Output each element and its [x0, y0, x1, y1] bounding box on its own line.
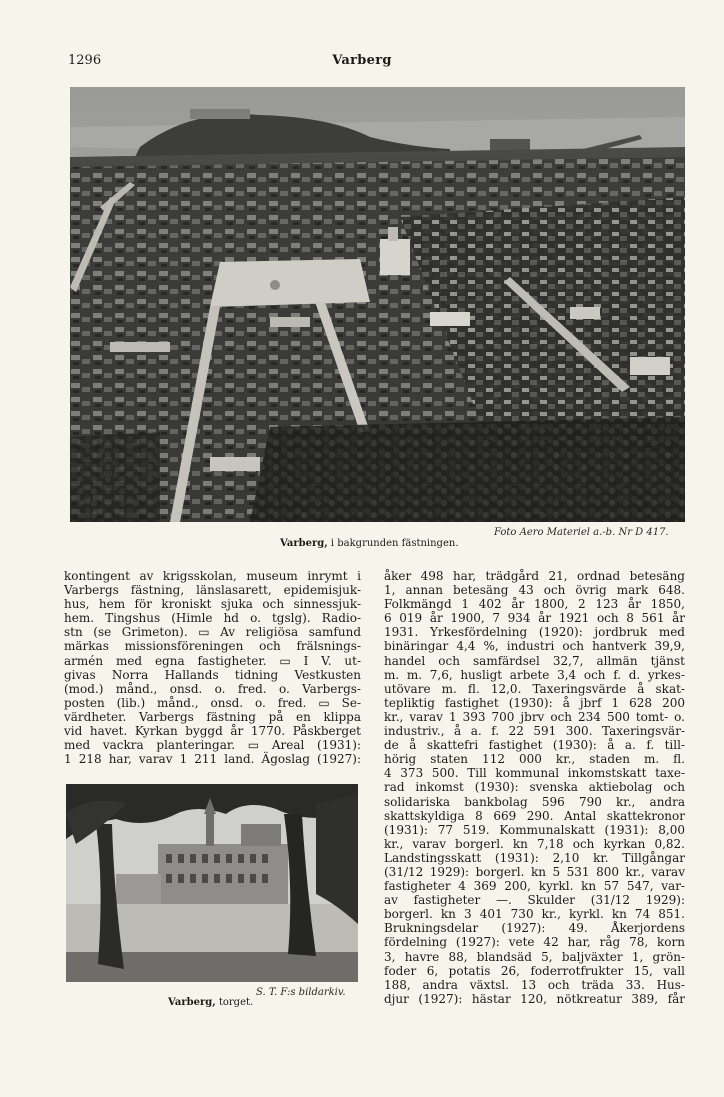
left-line: 1 218 har, varav 1 211 land. Ägoslag (1927):: [64, 752, 361, 767]
left-line: kontingent av krigsskolan, museum inrymt i: [64, 569, 361, 583]
left-line: (mod.) månd., onsd. o. fred. o. Varbergs-: [64, 681, 361, 696]
right-line: åker 498 har, trädgård 21, ordnad betesäng: [384, 569, 685, 583]
right-line: 4 373 500. Till kommunal inkomstskatt taxe-: [384, 766, 685, 781]
right-line: Landstingsskatt (1931): 2,10 kr. Tillgångar: [384, 850, 685, 865]
aerial-photo-image: [70, 87, 685, 522]
left-line: vid havet. Kyrkan byggd år 1770. Påskberget: [64, 724, 361, 739]
bottom-photo-caption-rest: torget.: [215, 997, 254, 1008]
right-line: hörig staten 112 000 kr., staden m. fl.: [384, 752, 685, 767]
right-line: 188, andra växtsl. 13 och träda 33. Hus-: [384, 977, 685, 992]
right-line: 1, annan betesäng 43 och övrig mark 648.: [384, 583, 685, 598]
right-line: 3, havre 88, blandsäd 5, baljväxter 1, grön-: [384, 949, 685, 964]
top-photo-credit: Foto Aero Materiel a.-b. Nr D 417.: [494, 527, 669, 538]
left-line: med vackra planteringar. ▭ Areal (1931):: [64, 738, 361, 753]
right-line: binäringar 4,4 %, industri och hantverk 39,9,: [384, 639, 685, 654]
right-line: kr., varav 1 393 700 jbrv och 234 500 tomt- o.: [384, 709, 685, 724]
right-line: djur (1927): hästar 120, nötkreatur 389, får: [384, 991, 685, 1006]
right-line: m. m. 7,6, husligt arbete 3,4 och f. d. yrkes-: [384, 667, 685, 682]
top-photo-caption-bold: Varberg,: [280, 538, 328, 549]
right-line: Folkmängd 1 402 år 1800, 2 123 år 1850,: [384, 597, 685, 612]
left-line: hem. Tingshus (Himle hd o. tgslg). Radio-: [64, 611, 361, 626]
aerial-photo: [70, 87, 685, 522]
right-line: 1931. Yrkesfördelning (1920): jordbruk med: [384, 625, 685, 640]
left-column-text: [64, 569, 361, 766]
right-line: borgerl. kn 3 401 730 kr., kyrkl. kn 74 851.: [384, 907, 685, 922]
right-line: (31/12 1929): borgerl. kn 5 531 800 kr., varav: [384, 864, 685, 879]
top-photo-caption-rest: i bakgrunden fästningen.: [327, 538, 459, 549]
right-line: kr., varav borgerl. kn 7,18 och kyrkan 0,82.: [384, 836, 685, 851]
left-line: stn (se Grimeton). ▭ Av religiösa samfund: [64, 625, 361, 640]
right-line: Brukningsdelar (1927): 49. Åkerjordens: [384, 921, 685, 936]
bottom-photo-credit: S. T. F:s bildarkiv.: [256, 987, 346, 998]
left-line: givas Norra Hallands tidning Vestkusten: [64, 667, 361, 682]
left-line: Varbergs fästning, länslasarett, epidemisjuk-: [64, 583, 361, 598]
right-line: rad inkomst (1930): svenska aktiebolag och: [384, 780, 685, 795]
running-head-title: Varberg: [332, 53, 392, 68]
right-line: av fastigheter —. Skulder (31/12 1929):: [384, 893, 685, 908]
right-line: handel och samfärdsel 32,7, allmän tjänst: [384, 653, 685, 668]
right-line: solidariska bankbolag 596 790 kr., andra: [384, 794, 685, 809]
right-line: 6 019 år 1900, 7 934 år 1921 och 8 561 år: [384, 611, 685, 626]
right-line: (1931): 77 519. Kommunalskatt (1931): 8,00: [384, 822, 685, 837]
bottom-photo-caption: [168, 997, 253, 1008]
right-line: de å skattefri fastighet (1930): å a. f. till-: [384, 738, 685, 753]
square-photo: [66, 784, 358, 982]
right-line: foder 6, potatis 26, foderrotfrukter 15, vall: [384, 963, 685, 978]
left-line: armén med egna fastigheter. ▭ I V. ut-: [64, 653, 361, 668]
bottom-photo-caption-bold: Varberg,: [168, 997, 216, 1008]
right-line: industriv., å a. f. 22 591 300. Taxeringsvär-: [384, 724, 685, 739]
left-line: posten (lib.) månd., onsd. o. fred. ▭ Se-: [64, 695, 361, 710]
page-number: 1296: [68, 53, 102, 68]
left-line: märkas missionsföreningen och frälsnings-: [64, 639, 361, 654]
right-line: utövare m. fl. 12,0. Taxeringsvärde å skat-: [384, 681, 685, 696]
top-photo-caption: [280, 538, 459, 549]
right-line: skattskyldiga 8 669 290. Antal skattekronor: [384, 808, 685, 823]
right-line: tepliktig fastighet (1930): å jbrf 1 628 200: [384, 695, 685, 710]
right-column-text: [384, 569, 685, 1006]
left-line: hus, hem för kroniskt sjuka och sinnessjuk-: [64, 597, 361, 612]
left-line: värdheter. Varbergs fästning på en klippa: [64, 709, 361, 724]
square-photo-image: [66, 784, 358, 982]
right-line: fastigheter 4 369 200, kyrkl. kn 57 547, var-: [384, 879, 685, 894]
right-line: fördelning (1927): vete 42 har, råg 78, korn: [384, 935, 685, 950]
